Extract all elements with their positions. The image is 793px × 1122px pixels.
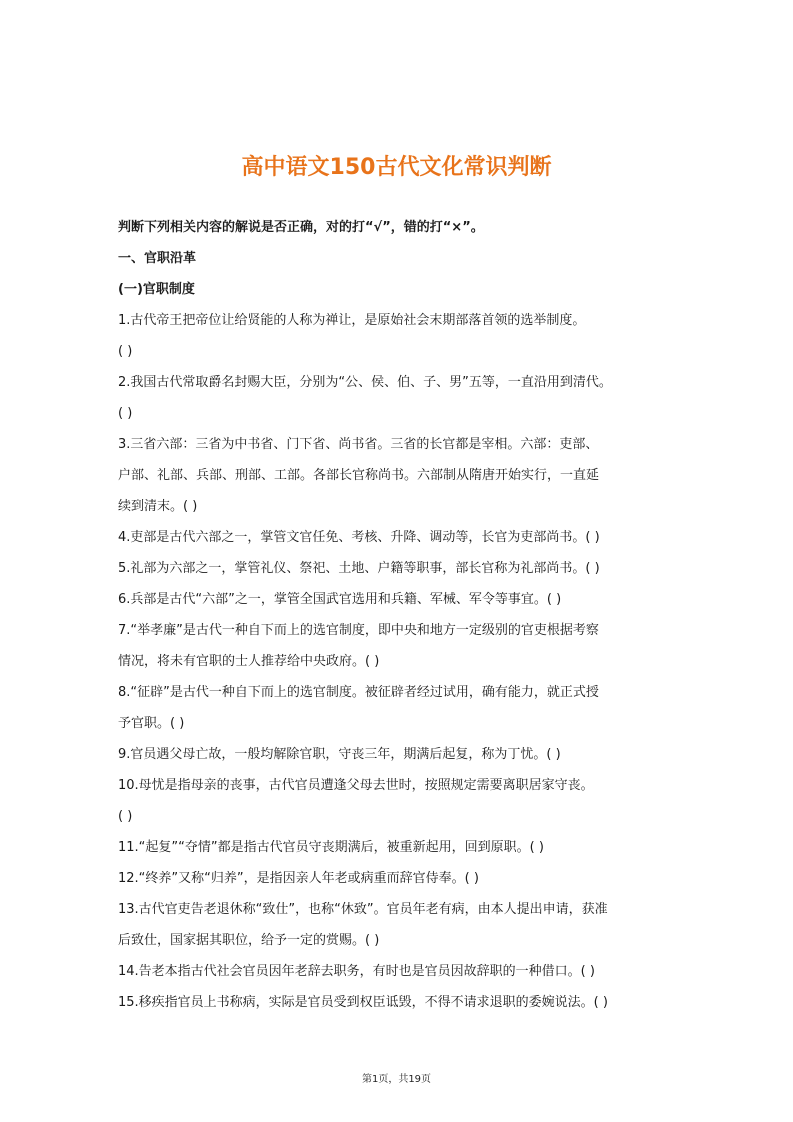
answer-bracket: ( ): [118, 344, 133, 359]
subsection-heading: (一)官职制度: [118, 282, 195, 297]
question-line: 予官职。( ): [118, 716, 185, 731]
question-line: 14.告老本指古代社会官员因年老辞去职务，有时也是官员因故辞职的一种借口。( ): [118, 964, 595, 979]
instruction-text: 判断下列相关内容的解说是否正确，对的打“√”，错的打“×”。: [118, 220, 484, 235]
question-line: 3.三省六部：三省为中书省、门下省、尚书省。三省的长官都是宰相。六部：吏部、: [118, 437, 599, 452]
question-line: 13.古代官吏告老退休称“致仕”，也称“休致”。官员年老有病，由本人提出申请，获准: [118, 902, 608, 917]
question-line: 10.母忧是指母亲的丧事，古代官员遭逢父母去世时，按照规定需要离职居家守丧。: [118, 778, 594, 793]
question-line: 后致仕，国家据其职位，给予一定的赏赐。( ): [118, 933, 380, 948]
question-line: 9.官员遇父母亡故，一般均解除官职，守丧三年，期满后起复，称为丁忧。( ): [118, 747, 561, 762]
document-title: 高中语文150古代文化常识判断: [241, 155, 552, 180]
question-line: 4.吏部是古代六部之一，掌管文官任免、考核、升降、调动等，长官为吏部尚书。( ): [118, 530, 600, 545]
question-line: 续到清末。( ): [118, 499, 198, 514]
question-line: 8.“征辟”是古代一种自下而上的选官制度。被征辟者经过试用，确有能力，就正式授: [118, 685, 599, 700]
question-line: 5.礼部为六部之一，掌管礼仪、祭祀、土地、户籍等职事，部长官称为礼部尚书。( ): [118, 561, 600, 576]
question-line: 2.我国古代常取爵名封赐大臣，分别为“公、侯、伯、子、男”五等，一直沿用到清代。: [118, 375, 612, 390]
question-line: 15.移疾指官员上书称病，实际是官员受到权臣诋毁，不得不请求退职的委婉说法。( ): [118, 995, 608, 1010]
question-line: 1.古代帝王把帝位让给贤能的人称为禅让，是原始社会末期部落首领的选举制度。: [118, 313, 586, 328]
page-footer: 第1页，共19页: [361, 1074, 432, 1085]
question-line: 6.兵部是古代“六部”之一，掌管全国武官选用和兵籍、军械、军令等事宜。( ): [118, 592, 562, 607]
question-line: 7.“举孝廉”是古代一种自下而上的选官制度，即中央和地方一定级别的官吏根据考察: [118, 623, 599, 638]
document-body: [118, 212, 678, 1018]
answer-bracket: ( ): [118, 406, 133, 421]
answer-bracket: ( ): [118, 809, 133, 824]
question-line: 情况，将未有官职的士人推荐给中央政府。( ): [118, 654, 380, 669]
question-line: 12.“终养”又称“归养”，是指因亲人年老或病重而辞官侍奉。( ): [118, 871, 479, 886]
question-line: 户部、礼部、兵部、刑部、工部。各部长官称尚书。六部制从隋唐开始实行，一直延: [118, 468, 600, 483]
question-line: 11.“起复”“夺情”都是指古代官员守丧期满后，被重新起用，回到原职。( ): [118, 840, 544, 855]
section-heading: 一、官职沿革: [118, 251, 197, 266]
